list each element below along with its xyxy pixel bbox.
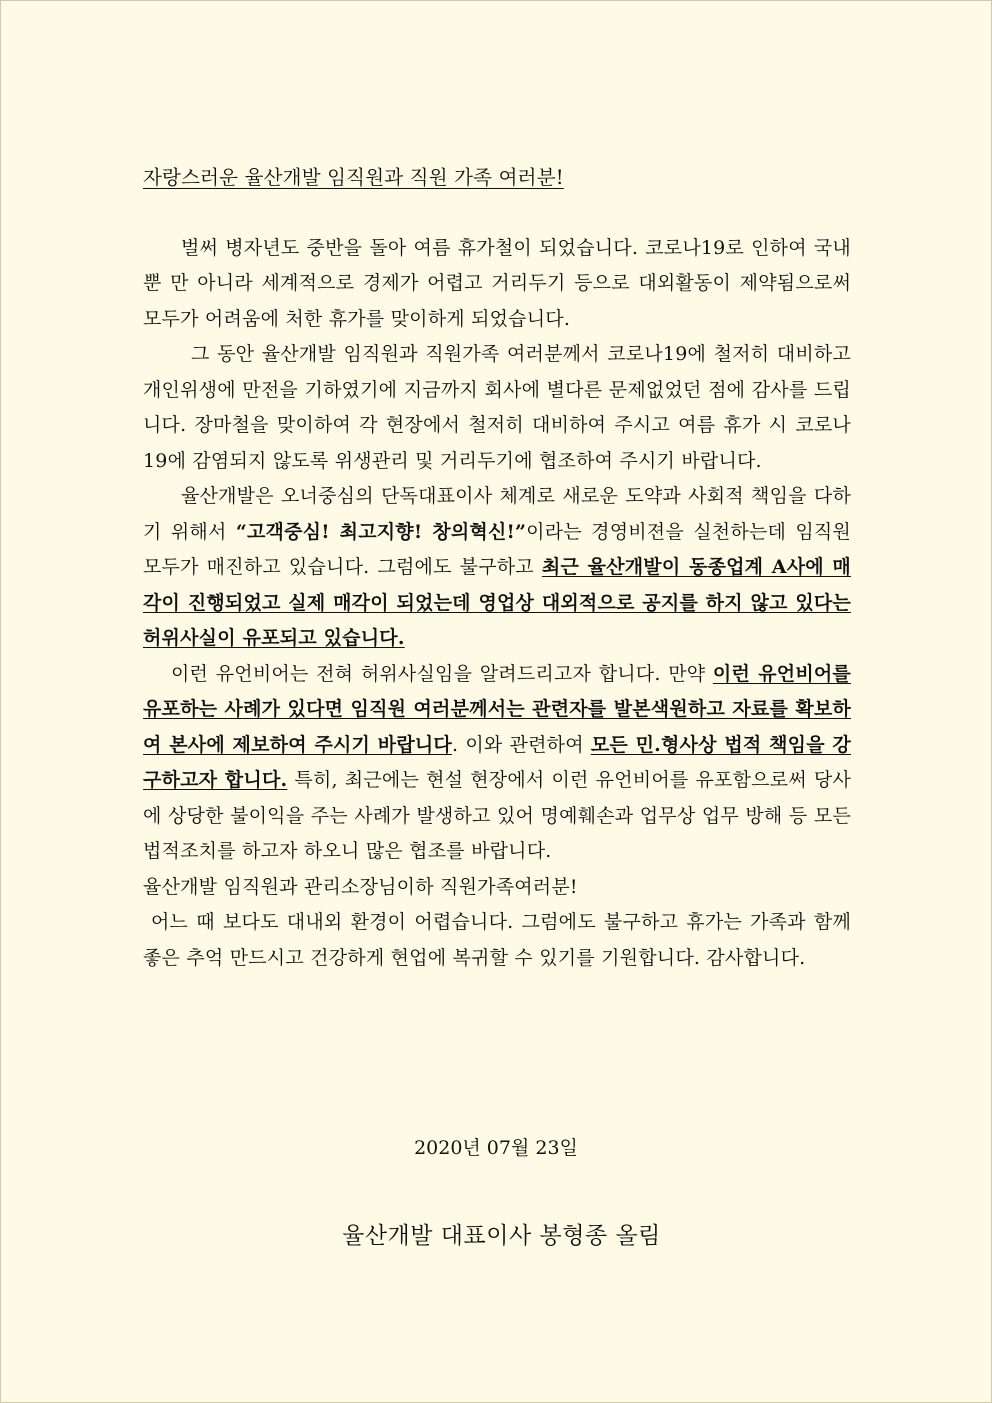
paragraph-1-text: 벌써 병자년도 중반을 돌아 여름 휴가철이 되었습니다. 코로나19로 인하여 국내 뿐 만 아니라 세계적으로 경제가 어렵고 거리두기 등으로 대외활동이 제약됨으로써 모두가 어려움에 처한 휴가를 맞이하게 되었습니다. bbox=[143, 236, 851, 330]
paragraph-3-text-a: 율산개발은 오너중심의 단독대표이사 체계로 새로운 도약과 사회적 책임을 다하기 위해서 bbox=[143, 485, 851, 543]
paragraph-4 bbox=[143, 657, 851, 870]
paragraph-4-text-e: 특히, 최근에는 현설 현장에서 이런 유언비어를 유포함으로써 당사에 상당한 불이익을 주는 사례가 발생하고 있어 명예훼손과 업무상 업무 방해 등 모든 법적조치를 하고자 하오니 많은 협조를 바랍니다. bbox=[143, 769, 851, 862]
rumor-statement: 최근 율산개발이 동종업계 A사에 매각이 진행되었고 실제 매각이 되었는데 영업상 대외적으로 공지를 하지 않고 있다는 허위사실이 유포되고 있습니다. bbox=[143, 556, 851, 649]
letter-title: 자랑스러운 율산개발 임직원과 직원 가족 여러분! bbox=[143, 166, 564, 189]
paragraph-2-text: 그 동안 율산개발 임직원과 직원가족 여러분께서 코로나19에 철저히 대비하고 개인위생에 만전을 기하였기에 지금까지 회사에 별다른 문제없었던 점에 감사를 드립니다. 장마철을 맞이하여 각 현장에서 철저히 대비하여 주시고 여름 휴가 시 코로나19에 감염되지 않도록 위생관리 및 거리두기에 협조하여 주시기 바랍니다. bbox=[143, 343, 851, 472]
paragraph-4-text-c: . 이와 관련하여 bbox=[452, 733, 591, 756]
management-slogan: “고객중심! 최고지향! 창의혁신!” bbox=[235, 520, 527, 543]
paragraph-1 bbox=[143, 231, 851, 338]
paragraph-3-text-b: 이라는 경영비젼을 실천하는데 임직원 모두가 매진하고 있습니다. 그럼에도 불구하고 bbox=[143, 520, 851, 578]
report-request: 이런 유언비어를 유포하는 사례가 있다면 임직원 여러분께서는 관련자를 발본색원하고 자료를 확보하여 본사에 제보하여 주시기 바랍니다 bbox=[143, 662, 851, 756]
paragraph-3 bbox=[143, 479, 851, 657]
paragraph-5 bbox=[143, 870, 851, 906]
letter-date: 2020년 07월 23일 bbox=[414, 1137, 578, 1159]
paragraph-5-text: 율산개발 임직원과 관리소장님이하 직원가족여러분! bbox=[143, 875, 578, 898]
paragraph-6 bbox=[143, 905, 851, 976]
letter-signature: 율산개발 대표이사 봉형종 올림 bbox=[342, 1223, 661, 1249]
paragraph-4-text-a: 이런 유언비어는 전혀 허위사실임을 알려드리고자 합니다. 만약 bbox=[171, 662, 713, 685]
paragraph-2 bbox=[143, 337, 851, 479]
letter-body bbox=[143, 160, 851, 976]
legal-action-statement: 모든 민.형사상 법적 책임을 강구하고자 합니다. bbox=[143, 733, 851, 791]
paragraph-6-text: 어느 때 보다도 대내외 환경이 어렵습니다. 그럼에도 불구하고 휴가는 가족과 함께 좋은 추억 만드시고 건강하게 현업에 복귀할 수 있기를 기원합니다. 감사합니다. bbox=[143, 911, 851, 969]
